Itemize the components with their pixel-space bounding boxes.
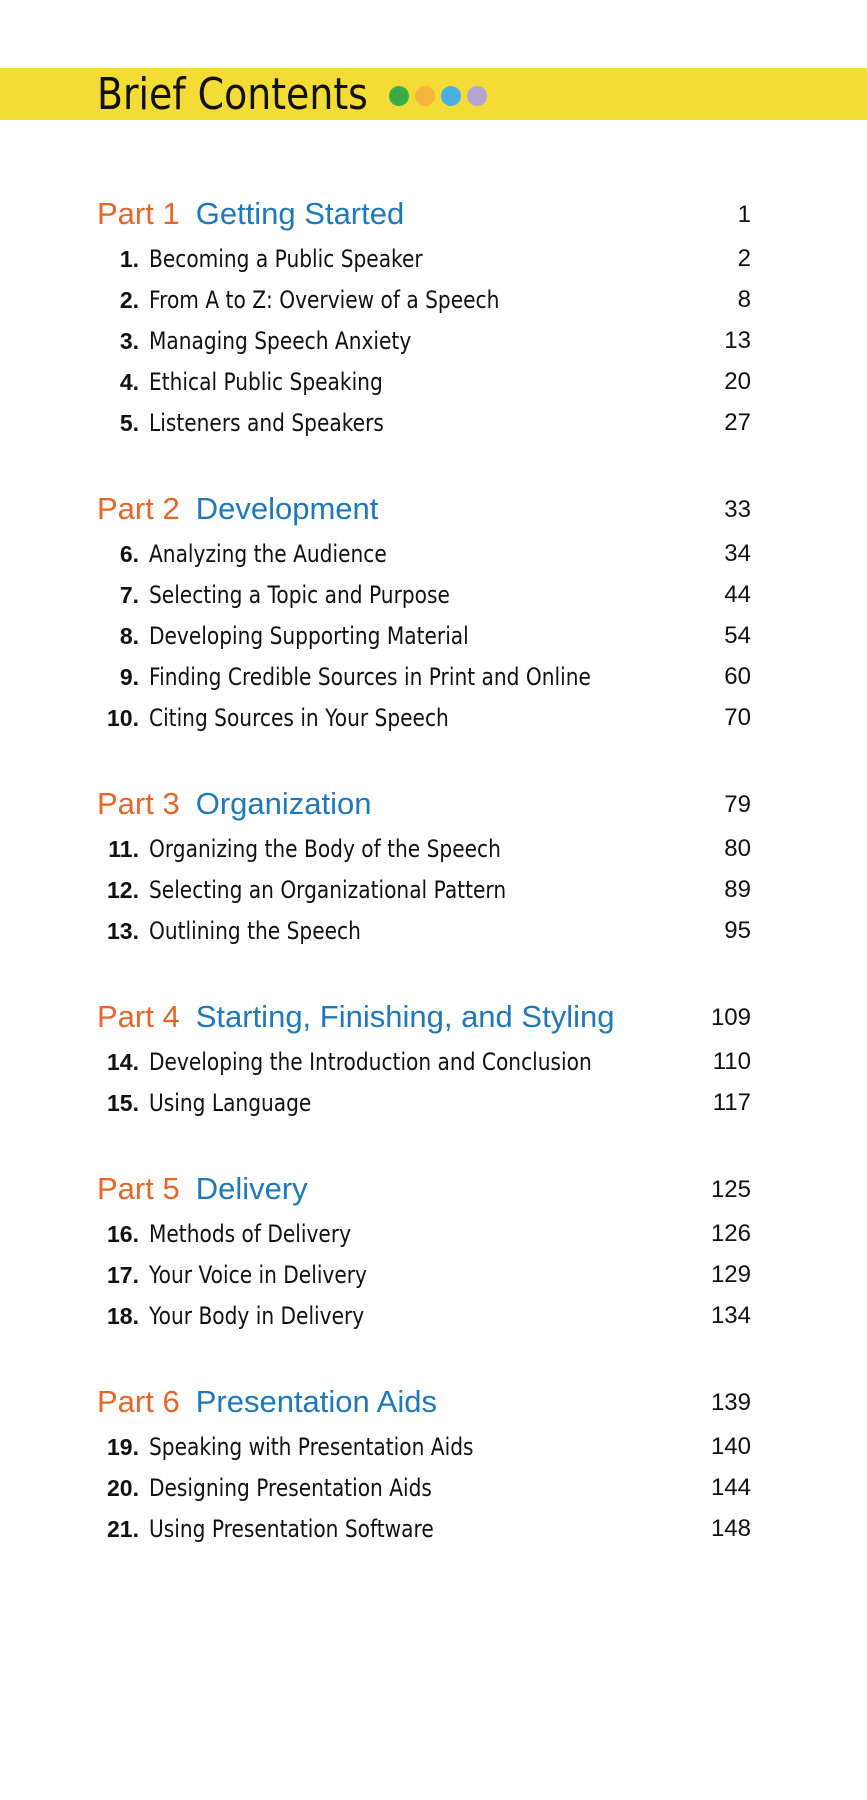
chapter-page-number: 54: [724, 622, 751, 649]
chapter-page-number: 44: [724, 581, 751, 608]
chapter-row[interactable]: [0, 1215, 867, 1256]
part-page-number: 139: [710, 1389, 751, 1416]
part-page-number: 1: [737, 201, 751, 228]
part-number: Part 6: [97, 1384, 180, 1419]
chapter-number: 20.: [107, 1475, 139, 1501]
chapter-page-number: 144: [710, 1474, 751, 1501]
chapter-page-number: 148: [710, 1515, 751, 1542]
toc-part: [0, 190, 867, 445]
chapter-row[interactable]: [0, 830, 867, 871]
part-heading[interactable]: [0, 485, 867, 535]
chapter-title: Finding Credible Sources in Print and Online: [149, 663, 591, 691]
chapter-number: 2.: [119, 287, 139, 313]
part-label: [97, 1382, 437, 1422]
blue-dot-icon: [441, 86, 461, 106]
toc-part: [0, 1165, 867, 1338]
green-dot-icon: [389, 86, 409, 106]
chapter-row[interactable]: [0, 1297, 867, 1338]
part-heading[interactable]: [0, 190, 867, 240]
chapter-row[interactable]: [0, 1428, 867, 1469]
chapter-row[interactable]: [0, 1510, 867, 1551]
chapter-row[interactable]: [0, 363, 867, 404]
part-label: [97, 194, 404, 234]
part-page-number: 79: [724, 791, 751, 818]
chapter-page-number: 8: [737, 286, 751, 313]
toc-part: [0, 1378, 867, 1551]
chapter-page-number: 110: [712, 1048, 751, 1075]
chapter-row[interactable]: [0, 240, 867, 281]
chapter-row[interactable]: [0, 1469, 867, 1510]
chapter-row[interactable]: [0, 617, 867, 658]
chapter-number: 16.: [107, 1221, 139, 1247]
toc-part: [0, 780, 867, 953]
chapter-number: 9.: [119, 664, 139, 690]
chapter-row[interactable]: [0, 535, 867, 576]
chapter-row[interactable]: [0, 912, 867, 953]
part-title: Getting Started: [195, 196, 405, 231]
chapter-title: Selecting a Topic and Purpose: [149, 581, 450, 609]
part-page-number: 109: [710, 1004, 751, 1031]
chapter-title: Using Presentation Software: [149, 1515, 434, 1543]
chapter-number: 15.: [107, 1090, 139, 1116]
chapter-title: Ethical Public Speaking: [149, 368, 383, 396]
toc-part: [0, 993, 867, 1125]
chapter-page-number: 129: [710, 1261, 751, 1288]
chapter-number: 10.: [107, 705, 139, 731]
part-title: Development: [195, 491, 379, 526]
part-number: Part 2: [97, 491, 180, 526]
part-page-number: 33: [724, 496, 751, 523]
part-number: Part 5: [97, 1171, 180, 1206]
chapter-number: 1.: [119, 246, 139, 272]
chapter-number: 21.: [107, 1516, 139, 1542]
chapter-number: 13.: [107, 918, 139, 944]
chapter-title: Becoming a Public Speaker: [149, 245, 423, 273]
chapter-page-number: 20: [724, 368, 751, 395]
chapter-number: 19.: [107, 1434, 139, 1460]
lavender-dot-icon: [467, 86, 487, 106]
chapter-title: Organizing the Body of the Speech: [149, 835, 501, 863]
part-title: Delivery: [195, 1171, 308, 1206]
toc-part: [0, 485, 867, 740]
page-title: Brief Contents: [97, 69, 368, 120]
chapter-title: Designing Presentation Aids: [149, 1474, 432, 1502]
chapter-title: From A to Z: Overview of a Speech: [149, 286, 500, 314]
chapter-number: 18.: [107, 1303, 139, 1329]
chapter-title: Outlining the Speech: [149, 917, 361, 945]
chapter-number: 6.: [119, 541, 139, 567]
chapter-row[interactable]: [0, 658, 867, 699]
part-title: Starting, Finishing, and Styling: [195, 999, 615, 1034]
chapter-row[interactable]: [0, 281, 867, 322]
part-label: [97, 1169, 308, 1209]
chapter-page-number: 34: [724, 540, 751, 567]
decorative-dots: [389, 86, 487, 106]
chapter-title: Speaking with Presentation Aids: [149, 1433, 474, 1461]
chapter-number: 12.: [107, 877, 139, 903]
chapter-page-number: 2: [737, 245, 751, 272]
chapter-row[interactable]: [0, 322, 867, 363]
chapter-number: 7.: [119, 582, 139, 608]
part-title: Organization: [195, 786, 372, 821]
part-number: Part 4: [97, 999, 180, 1034]
chapter-row[interactable]: [0, 871, 867, 912]
part-heading[interactable]: [0, 993, 867, 1043]
chapter-number: 4.: [119, 369, 139, 395]
chapter-title: Analyzing the Audience: [149, 540, 387, 568]
chapter-page-number: 80: [724, 835, 751, 862]
part-heading[interactable]: [0, 1378, 867, 1428]
chapter-title: Developing Supporting Material: [149, 622, 469, 650]
chapter-title: Your Body in Delivery: [149, 1302, 365, 1330]
chapter-row[interactable]: [0, 404, 867, 445]
chapter-row[interactable]: [0, 699, 867, 740]
chapter-title: Listeners and Speakers: [149, 409, 384, 437]
chapter-number: 5.: [119, 410, 139, 436]
chapter-page-number: 70: [724, 704, 751, 731]
part-page-number: 125: [710, 1176, 751, 1203]
part-label: [97, 997, 614, 1037]
chapter-page-number: 126: [710, 1220, 751, 1247]
part-number: Part 3: [97, 786, 180, 821]
chapter-page-number: 140: [710, 1433, 751, 1460]
part-heading[interactable]: [0, 780, 867, 830]
part-label: [97, 784, 372, 824]
part-title: Presentation Aids: [195, 1384, 437, 1419]
chapter-title: Using Language: [149, 1089, 312, 1117]
chapter-number: 3.: [119, 328, 139, 354]
chapter-number: 14.: [107, 1049, 139, 1075]
table-of-contents: [0, 190, 867, 1591]
part-heading[interactable]: [0, 1165, 867, 1215]
chapter-page-number: 60: [724, 663, 751, 690]
chapter-title: Methods of Delivery: [149, 1220, 352, 1248]
chapter-title: Selecting an Organizational Pattern: [149, 876, 507, 904]
chapter-page-number: 117: [712, 1089, 751, 1116]
chapter-number: 17.: [107, 1262, 139, 1288]
chapter-page-number: 89: [724, 876, 751, 903]
chapter-row[interactable]: [0, 1043, 867, 1084]
chapter-title: Managing Speech Anxiety: [149, 327, 412, 355]
orange-dot-icon: [415, 86, 435, 106]
chapter-row[interactable]: [0, 1256, 867, 1297]
chapter-page-number: 13: [724, 327, 751, 354]
chapter-row[interactable]: [0, 1084, 867, 1125]
part-label: [97, 489, 378, 529]
chapter-title: Your Voice in Delivery: [149, 1261, 367, 1289]
chapter-title: Citing Sources in Your Speech: [149, 704, 449, 732]
chapter-page-number: 27: [724, 409, 751, 436]
part-number: Part 1: [97, 196, 180, 231]
chapter-title: Developing the Introduction and Conclusion: [149, 1048, 592, 1076]
chapter-row[interactable]: [0, 576, 867, 617]
chapter-page-number: 95: [724, 917, 751, 944]
chapter-number: 11.: [108, 836, 139, 862]
chapter-number: 8.: [119, 623, 139, 649]
chapter-page-number: 134: [710, 1302, 751, 1329]
